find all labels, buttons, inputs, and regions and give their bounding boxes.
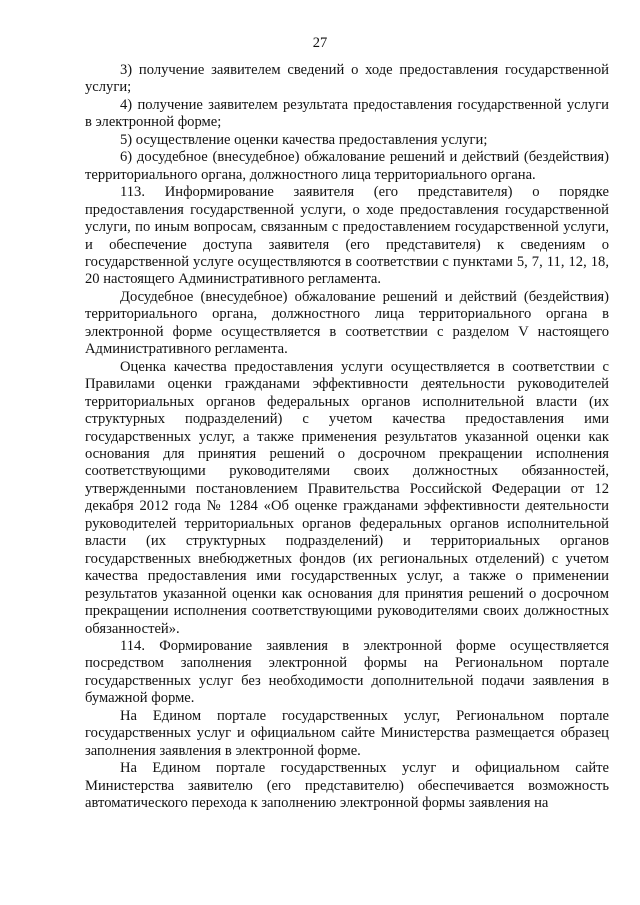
paragraph-item-6: 6) досудебное (внесудебное) обжалование решений и действий (бездействия) территориального органа, должностного лица территориального органа. — [85, 149, 609, 183]
page-number: 27 — [312, 35, 328, 51]
paragraph-item-5: 5) осуществление оценки качества предоставления услуги; — [120, 131, 488, 148]
paragraph-quality-assessment: Оценка качества предоставления услуги осуществляется в соответствии с Правилами оценки гражданами эффективности деятельности руководителей территориальных органов федеральных органов исполнительной власти (их структурных подразделений) с учетом качества предоставления ими государственных услуг, а также применения результатов указанной оценки как основания для принятия решений о досрочном прекращении исполнения соответствующими руководителями своих должностных обязанностей, утвержденными постановлением Правительства Российской Федерации от 12 декабря 2012 года № 1284 «Об оценке гражданами эффективности деятельности руководителей территориальных органов федеральных органов исполнительной власти (их структурных подразделений) и территориальных органов государственных внебюджетных фондов (их региональных отделений) с учетом качества предоставления ими государственных услуг, а также о применении результатов указанной оценки как основания для принятия решений о досрочном прекращении исполнения соответствующими руководителями своих должностных обязанностей». — [85, 358, 609, 637]
document-body — [85, 62, 609, 812]
paragraph-113: 113. Информирование заявителя (его представителя) о порядке предоставления государственной услуги, о ходе предоставления государственной услуги, по иным вопросам, связанным с предоставлением государственной услуги, и обеспечение доступа заявителя (его представителя) к сведениям о государственной услуге осуществляются в соответствии с пунктами 5, 7, 11, 12, 18, 20 настоящего Административного регламента. — [85, 184, 609, 288]
paragraph-appeal: Досудебное (внесудебное) обжалование решений и действий (бездействия) территориального органа, должностного лица территориального органа в электронной форме осуществляется в соответствии с разделом V настоящего Административного регламента. — [85, 288, 609, 358]
paragraph-auto-transition: На Едином портале государственных услуг и официальном сайте Министерства заявителю (его представителю) обеспечивается возможность автоматического перехода к заполнению электронной формы заявления на — [85, 760, 609, 812]
paragraph-item-4: 4) получение заявителем результата предоставления государственной услуги в электронной форме; — [85, 96, 609, 131]
paragraph-item-3: 3) получение заявителем сведений о ходе предоставления государственной услуги; — [85, 62, 609, 96]
paragraph-sample-form: На Едином портале государственных услуг, Региональном портале государственных услуг и официальном сайте Министерства размещается образец заполнения заявления в электронной форме. — [85, 707, 609, 759]
paragraph-114: 114. Формирование заявления в электронной форме осуществляется посредством заполнения электронной формы на Региональном портале государственных услуг без необходимости дополнительной подачи заявления в бумажной форме. — [85, 637, 609, 707]
